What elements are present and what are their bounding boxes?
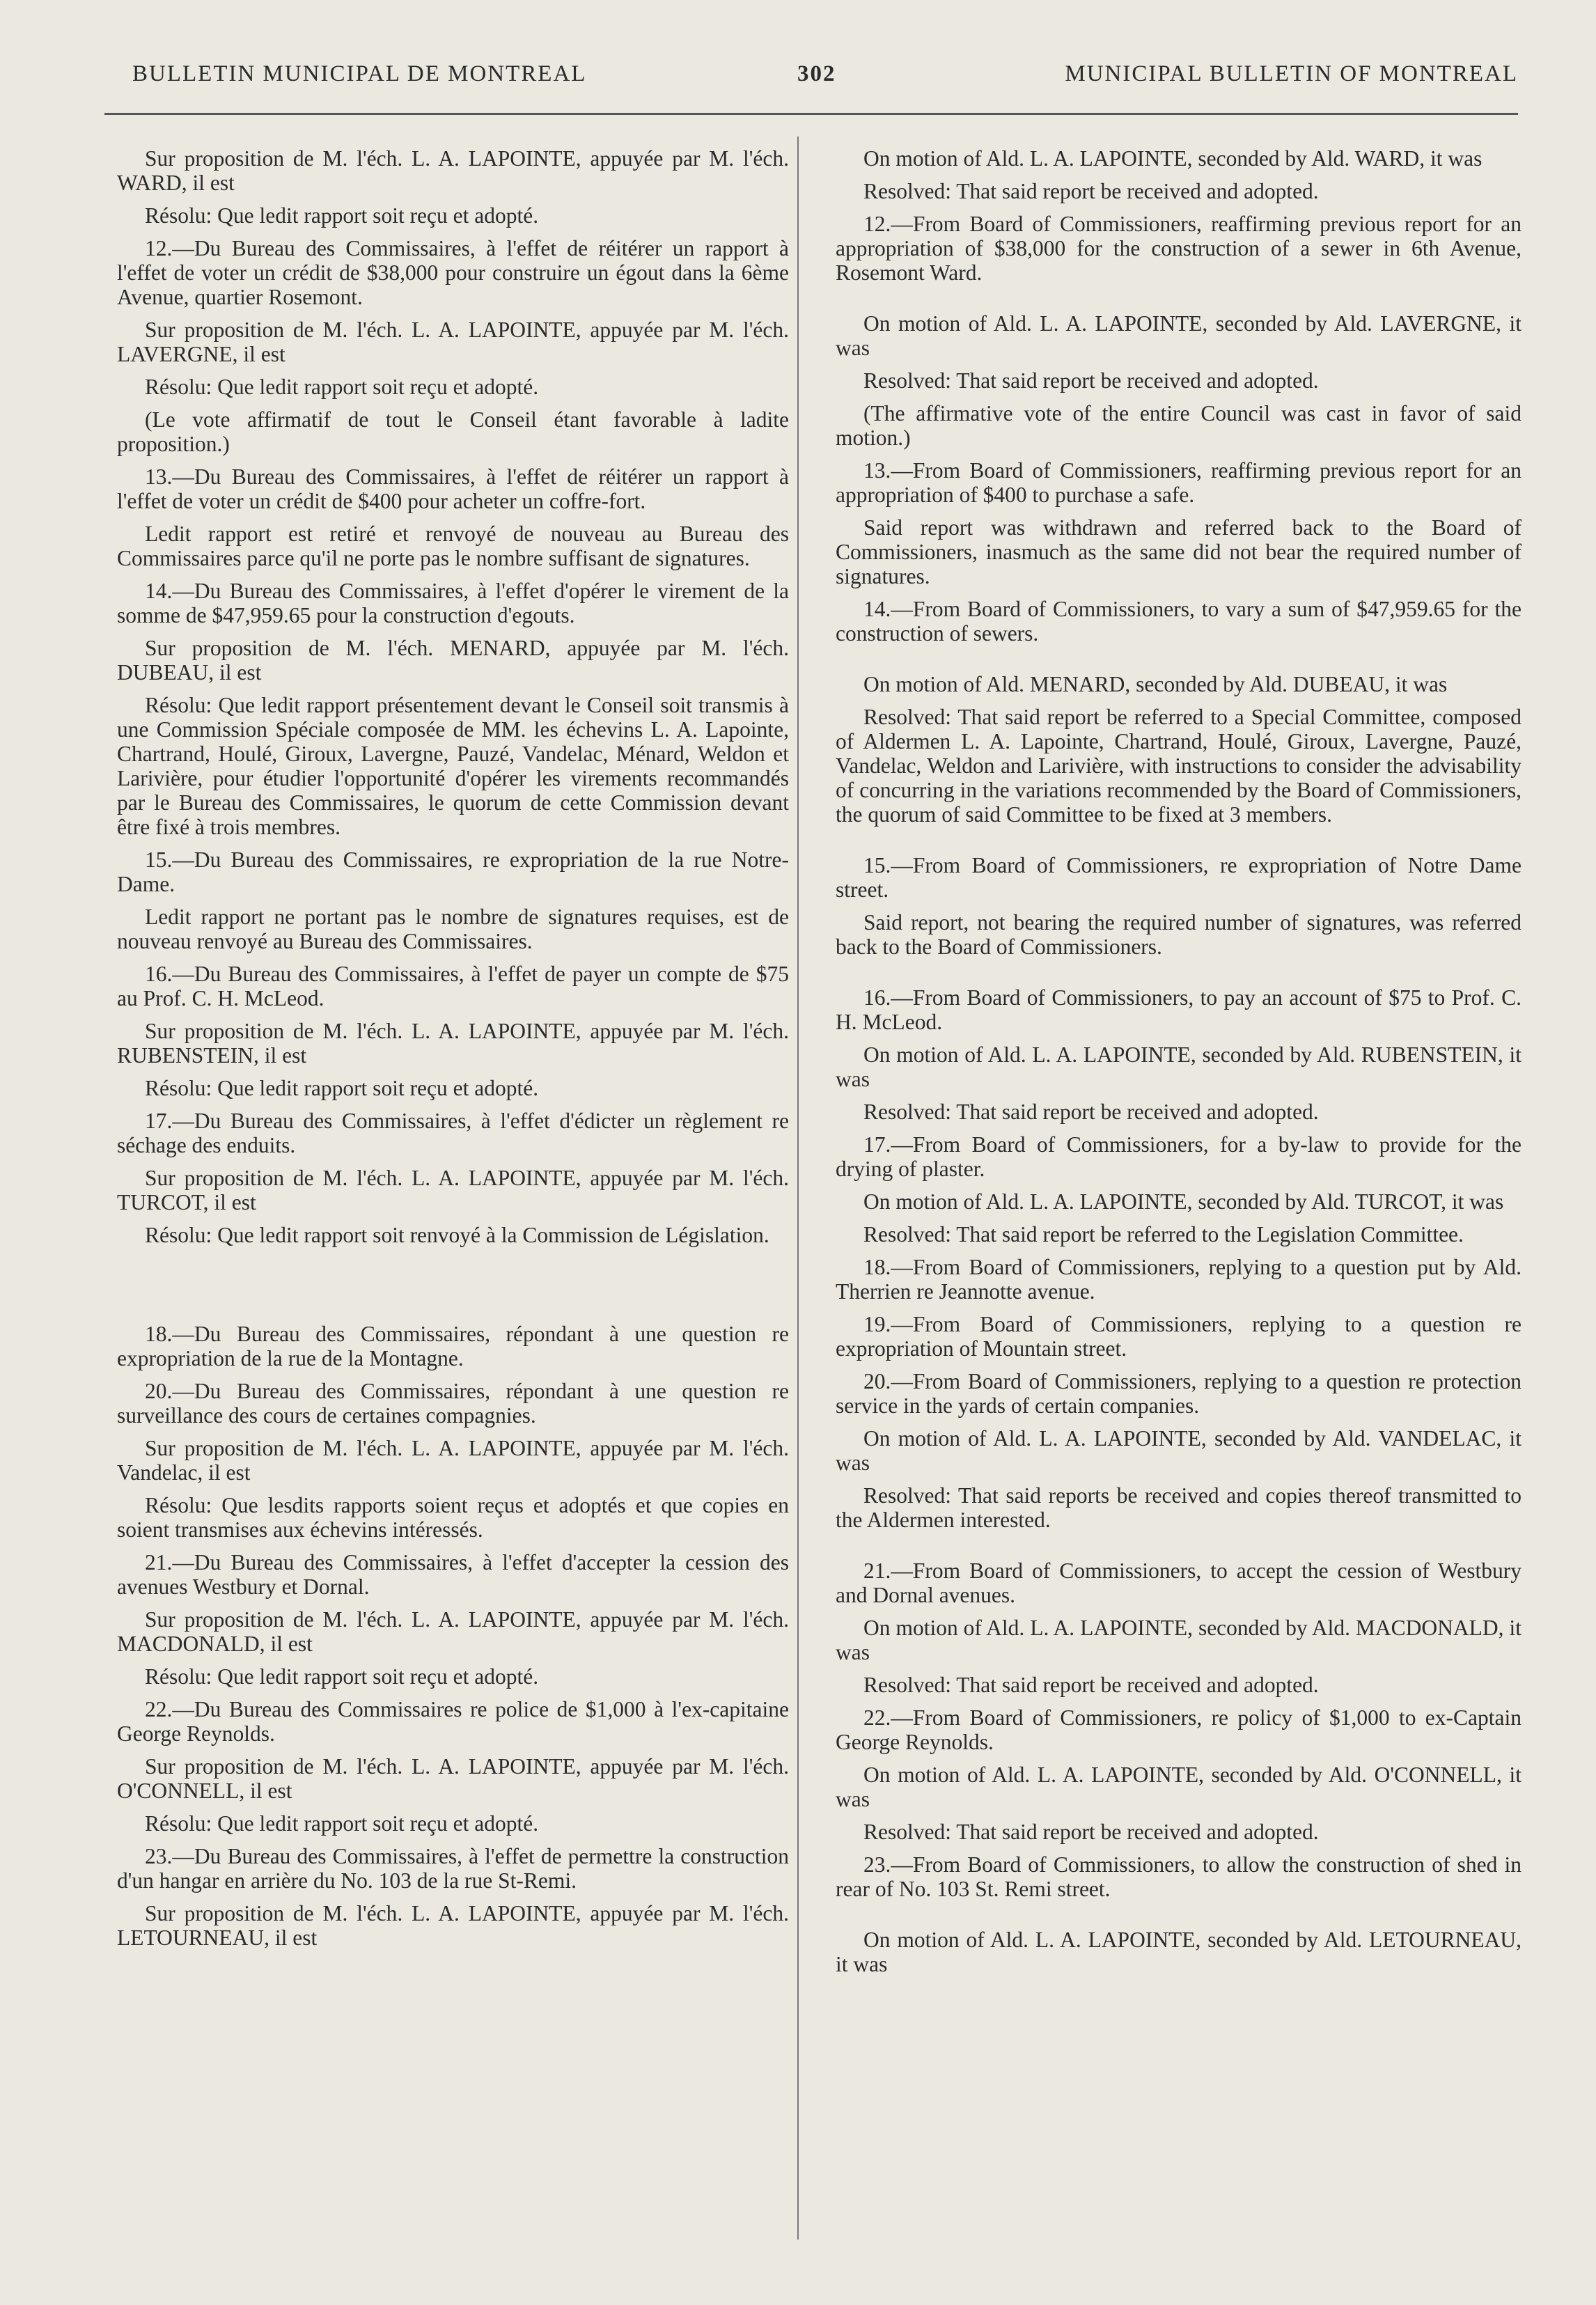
paragraph: Sur proposition de M. l'éch. L. A. LAPOINTE, appuyée par M. l'éch. Vandelac, il est [117,1436,789,1485]
paragraph: On motion of Ald. L. A. LAPOINTE, seconded by Ald. O'CONNELL, it was [836,1763,1521,1811]
paragraph: 17.—Du Bureau des Commissaires, à l'effet d'édicter un règlement re séchage des enduits. [117,1109,789,1157]
paragraph: 12.—Du Bureau des Commissaires, à l'effet de réitérer un rapport à l'effet de voter un crédit de $38,000 pour construire un égout dans la 6ème Avenue, quartier Rosemont. [117,236,789,309]
english-column [836,146,1521,1985]
paragraph: Sur proposition de M. l'éch. L. A. LAPOINTE, appuyée par M. l'éch. MACDONALD, il est [117,1607,789,1656]
paragraph: 22.—Du Bureau des Commissaires re police de $1,000 à l'ex-capitaine George Reynolds. [117,1697,789,1746]
paragraph: Résolu: Que lesdits rapports soient reçus et adoptés et que copies en soient transmises aux échevins intéressés. [117,1493,789,1542]
paragraph: 12.—From Board of Commissioners, reaffirming previous report for an appropriation of $38,000 for the construction of a sewer in 6th Avenue, Rosemont Ward. [836,212,1521,285]
paragraph: Resolved: That said report be referred to a Special Committee, composed of Aldermen L. A. Lapointe, Chartrand, Houlé, Giroux, Lavergne, Pauzé, Vandelac, Weldon and Larivière, with instructions to consider the advisability of concurring in the variations recommended by the Board of Commissioners, the quorum of said Committee to be fixed at 3 members. [836,705,1521,827]
paragraph: 16.—Du Bureau des Commissaires, à l'effet de payer un compte de $75 au Prof. C. H. McLeod. [117,962,789,1010]
page-header [132,61,1518,103]
column-divider [797,136,799,2240]
paragraph: On motion of Ald. L. A. LAPOINTE, seconded by Ald. LAVERGNE, it was [836,311,1521,360]
header-rule [104,113,1518,115]
paragraph: 13.—Du Bureau des Commissaires, à l'effet de réitérer un rapport à l'effet de voter un crédit de $400 pour acheter un coffre-fort. [117,464,789,513]
paragraph: Resolved: That said report be referred to the Legislation Committee. [863,1222,1464,1247]
header-title-english: MUNICIPAL BULLETIN OF MONTREAL [1065,61,1518,86]
paragraph: Sur proposition de M. l'éch. L. A. LAPOINTE, appuyée par M. l'éch. WARD, il est [117,146,789,195]
paragraph: Résolu: Que ledit rapport présentement devant le Conseil soit transmis à une Commission Spéciale composée de MM. les échevins L. A. Lapointe, Chartrand, Houlé, Giroux, Lavergne, Pauzé, Vandelac, Ménard, Weldon et Larivière, pour étudier l'opportunité d'opérer les virements recommandés par le Bureau des Commissaires, le quorum de cette Commission devant être fixé à trois membres. [117,693,789,839]
paragraph: On motion of Ald. MENARD, seconded by Ald. DUBEAU, it was [863,672,1448,696]
paragraph: Résolu: Que ledit rapport soit reçu et adopté. [145,375,539,399]
paragraph: 14.—Du Bureau des Commissaires, à l'effet d'opérer le virement de la somme de $47,959.65 pour la construction d'egouts. [117,579,789,627]
paragraph: Sur proposition de M. l'éch. L. A. LAPOINTE, appuyée par M. l'éch. LETOURNEAU, il est [117,1901,789,1950]
paragraph: On motion of Ald. L. A. LAPOINTE, seconded by Ald. TURCOT, it was [863,1189,1504,1214]
header-title-french: BULLETIN MUNICIPAL DE MONTREAL [132,61,587,86]
paragraph: 23.—Du Bureau des Commissaires, à l'effet de permettre la construction d'un hangar en arrière du No. 103 de la rue St-Remi. [117,1844,789,1893]
paragraph: 18.—Du Bureau des Commissaires, répondant à une question re expropriation de la rue de la Montagne. [117,1322,789,1370]
paragraph: (Le vote affirmatif de tout le Conseil étant favorable à ladite proposition.) [117,407,789,456]
paragraph: (The affirmative vote of the entire Council was cast in favor of said motion.) [836,401,1521,450]
paragraph: Résolu: Que ledit rapport soit reçu et adopté. [145,1664,539,1689]
paragraph: On motion of Ald. L. A. LAPOINTE, seconded by Ald. MACDONALD, it was [836,1616,1521,1664]
paragraph: On motion of Ald. L. A. LAPOINTE, seconded by Ald. LETOURNEAU, it was [836,1928,1521,1976]
paragraph: 15.—Du Bureau des Commissaires, re expropriation de la rue Notre-Dame. [117,847,789,896]
paragraph: On motion of Ald. L. A. LAPOINTE, seconded by Ald. RUBENSTEIN, it was [836,1042,1521,1091]
paragraph: 20.—From Board of Commissioners, replying to a question re protection service in the yards of certain companies. [836,1369,1521,1418]
paragraph: 18.—From Board of Commissioners, replying to a question put by Ald. Therrien re Jeannotte avenue. [836,1255,1521,1304]
paragraph: 17.—From Board of Commissioners, for a by-law to provide for the drying of plaster. [836,1132,1521,1181]
paragraph: 20.—Du Bureau des Commissaires, répondant à une question re surveillance des cours de certaines compagnies. [117,1379,789,1428]
paragraph: Said report was withdrawn and referred back to the Board of Commissioners, inasmuch as the same did not bear the required number of signatures. [836,515,1521,588]
paragraph: Ledit rapport est retiré et renvoyé de nouveau au Bureau des Commissaires parce qu'il ne porte pas le nombre suffisant de signatures. [117,522,789,570]
paragraph: Sur proposition de M. l'éch. L. A. LAPOINTE, appuyée par M. l'éch. LAVERGNE, il est [117,318,789,366]
french-column [117,146,789,1958]
paragraph: Sur proposition de M. l'éch. L. A. LAPOINTE, appuyée par M. l'éch. RUBENSTEIN, il est [117,1019,789,1068]
paragraph: Said report, not bearing the required number of signatures, was referred back to the Board of Commissioners. [836,910,1521,959]
page-number: 302 [797,61,836,86]
paragraph: 19.—From Board of Commissioners, replying to a question re expropriation of Mountain street. [836,1312,1521,1361]
paragraph: 15.—From Board of Commissioners, re expropriation of Notre Dame street. [836,853,1521,902]
paragraph: Sur proposition de M. l'éch. MENARD, appuyée par M. l'éch. DUBEAU, il est [117,636,789,685]
paragraph: Resolved: That said report be received and adopted. [863,179,1319,203]
paragraph: Sur proposition de M. l'éch. L. A. LAPOINTE, appuyée par M. l'éch. O'CONNELL, il est [117,1754,789,1803]
paragraph: Resolved: That said report be received and adopted. [863,1673,1319,1697]
paragraph: Résolu: Que ledit rapport soit reçu et adopté. [145,1811,539,1836]
paragraph: Résolu: Que ledit rapport soit reçu et adopté. [145,1076,539,1100]
paragraph: Resolved: That said report be received and adopted. [863,1820,1319,1844]
paragraph: On motion of Ald. L. A. LAPOINTE, seconded by Ald. VANDELAC, it was [836,1426,1521,1475]
paragraph: 13.—From Board of Commissioners, reaffirming previous report for an appropriation of $400 to purchase a safe. [836,458,1521,507]
paragraph: 16.—From Board of Commissioners, to pay an account of $75 to Prof. C. H. McLeod. [836,985,1521,1034]
paragraph: 22.—From Board of Commissioners, re policy of $1,000 to ex-Captain George Reynolds. [836,1705,1521,1754]
paragraph: Resolved: That said report be received and adopted. [863,368,1319,393]
paragraph: Résolu: Que ledit rapport soit renvoyé à la Commission de Législation. [145,1223,769,1247]
paragraph: On motion of Ald. L. A. LAPOINTE, seconded by Ald. WARD, it was [863,146,1482,171]
paragraph: 21.—From Board of Commissioners, to accept the cession of Westbury and Dornal avenues. [836,1558,1521,1607]
paragraph: 21.—Du Bureau des Commissaires, à l'effet d'accepter la cession des avenues Westbury et Dornal. [117,1550,789,1599]
paragraph: Ledit rapport ne portant pas le nombre de signatures requises, est de nouveau renvoyé au Bureau des Commissaires. [117,905,789,953]
paragraph: 23.—From Board of Commissioners, to allow the construction of shed in rear of No. 103 St. Remi street. [836,1852,1521,1901]
paragraph: Resolved: That said report be received and adopted. [863,1100,1319,1124]
paragraph: 14.—From Board of Commissioners, to vary a sum of $47,959.65 for the construction of sewers. [836,597,1521,646]
paragraph: Sur proposition de M. l'éch. L. A. LAPOINTE, appuyée par M. l'éch. TURCOT, il est [117,1166,789,1214]
paragraph: Resolved: That said reports be received and copies thereof transmitted to the Aldermen interested. [836,1483,1521,1532]
paragraph: Résolu: Que ledit rapport soit reçu et adopté. [145,203,539,228]
